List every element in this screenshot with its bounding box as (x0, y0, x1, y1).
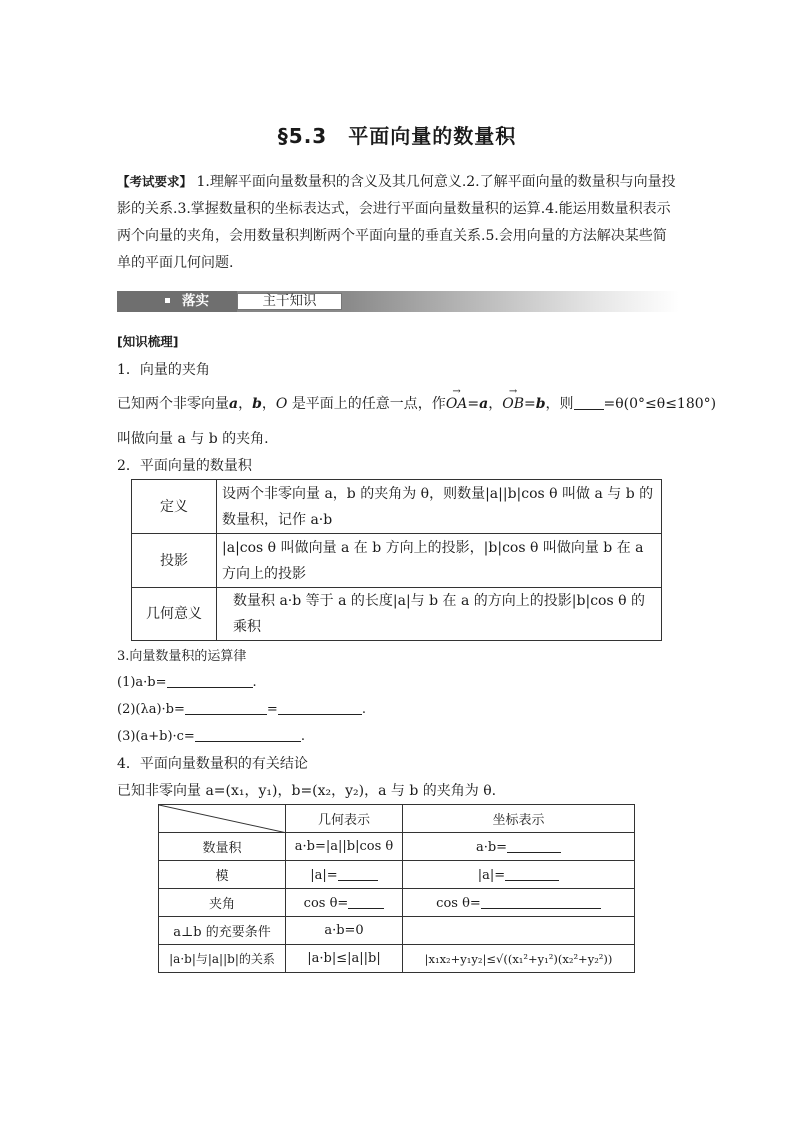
table-row-header: 定义 (132, 480, 217, 534)
row-name: 数量积 (159, 833, 286, 861)
row-name: |a·b|与|a||b|的关系 (159, 945, 286, 973)
item4-intro: 已知非零向量 a=(x₁，y₁)，b=(x₂，y₂)，a 与 b 的夹角为 θ. (117, 783, 497, 799)
blank-angle[interactable] (574, 395, 604, 410)
row-geo-text: |a|= (310, 868, 338, 883)
row-name: 夹角 (159, 889, 286, 917)
row-geo-text: cos θ= (303, 896, 349, 911)
table-row-header: 投影 (132, 534, 217, 588)
geo-blank[interactable] (338, 866, 378, 881)
item4-heading: 4．平面向量数量积的有关结论 (117, 756, 308, 772)
exam-requirements (117, 168, 679, 277)
knowledge-tag: [知识梳理] (117, 334, 179, 349)
conclusions-table (158, 804, 635, 973)
table-row (159, 945, 635, 973)
table-row (132, 534, 662, 588)
law-1-text: (1)a·b= (117, 675, 167, 690)
item1-line1-c: ，则 (545, 396, 574, 412)
law-2-blank-1[interactable] (185, 700, 267, 715)
item3-heading: 3.向量数量积的运算律 (117, 649, 247, 664)
row-coord: |x₁x₂+y₁y₂|≤√((x₁²+y₁²)(x₂²+y₂²)) (403, 945, 635, 973)
table-row (159, 833, 635, 861)
vector-OA: → OA (445, 386, 468, 412)
page-title: §5.3 平面向量的数量积 (277, 124, 517, 148)
table-row (132, 588, 662, 641)
table-row (159, 917, 635, 945)
item1-heading: 1．向量的夹角 (117, 362, 210, 378)
row-coord (403, 917, 635, 945)
item1-line1-b: 是平面上的任意一点，作 (291, 396, 446, 412)
row-geo (286, 861, 403, 889)
law-3-text: (3)(a+b)·c= (117, 729, 195, 744)
section-bar-right-label: 主干知识 (237, 293, 342, 310)
row-geo (286, 889, 403, 917)
row-coord (403, 833, 635, 861)
table-row (159, 861, 635, 889)
item1-line1: 已知两个非零向量a，b，O 是平面上的任意一点，作 → OA=a， → OB=b，则 =θ(0°≤θ≤180°) (117, 386, 717, 412)
row-geo: a·b=0 (286, 917, 403, 945)
table-row-content: |a|cos θ 叫做向量 a 在 b 方向上的投影，|b|cos θ 叫做向量 b 在 a 方向上的投影 (217, 534, 662, 588)
item1-line1-d: =θ(0°≤θ≤180°) (603, 396, 717, 412)
table-row-content: 设两个非零向量 a，b 的夹角为 θ，则数量|a||b|cos θ 叫做 a 与 b 的数量积，记作 a·b (217, 480, 662, 534)
row-coord (403, 889, 635, 917)
law-1-blank[interactable] (167, 673, 253, 688)
exam-requirements-text: 1.理解平面向量数量积的含义及其几何意义.2.了解平面向量的数量积与向量投影的关系.3.掌握数量积的坐标表达式，会进行平面向量数量积的运算.4.能运用数量积表示两个向量的夹角，会用数量积判断两个平面向量的垂直关系.5.会用向量的方法解决某些简单的平面几何问题. (117, 174, 676, 271)
section-bar (117, 291, 679, 312)
diagonal-corner-cell (159, 805, 286, 833)
law-2-text: (2)(λa)·b= (117, 702, 185, 717)
col-header-coord: 坐标表示 (403, 805, 635, 833)
row-coord-text: a·b= (475, 840, 508, 855)
coord-blank[interactable] (507, 838, 561, 853)
diagonal-line (159, 805, 287, 833)
table-row-header: 几何意义 (132, 588, 217, 641)
dot-product-table (131, 479, 662, 641)
law-2: (2)(λa)·b= = . (117, 702, 366, 717)
table-row-content: 数量积 a·b 等于 a 的长度|a|与 b 在 a 的方向上的投影|b|cos θ 的乘积 (217, 588, 662, 641)
row-geo: |a·b|≤|a||b| (286, 945, 403, 973)
law-3-blank[interactable] (195, 727, 301, 742)
row-name: 模 (159, 861, 286, 889)
law-1: (1)a·b= . (117, 675, 257, 690)
coord-blank[interactable] (505, 866, 559, 881)
item1-line1-a: 已知两个非零向量 (117, 396, 229, 412)
col-header-geo: 几何表示 (286, 805, 403, 833)
item2-heading: 2．平面向量的数量积 (117, 458, 252, 474)
vector-OB: → OB (502, 386, 524, 412)
item1-line2: 叫做向量 a 与 b 的夹角. (117, 431, 269, 447)
row-coord (403, 861, 635, 889)
row-coord-text: cos θ= (436, 896, 481, 911)
row-name: a⊥b 的充要条件 (159, 917, 286, 945)
table-row (132, 480, 662, 534)
table-row (159, 889, 635, 917)
section-bar-left-label: 落实 (182, 293, 209, 309)
coord-blank[interactable] (481, 894, 601, 909)
section-bar-dark (117, 291, 237, 312)
row-geo: a·b=|a||b|cos θ (286, 833, 403, 861)
square-bullet-icon (165, 298, 170, 303)
row-coord-text: |a|= (477, 868, 506, 883)
geo-blank[interactable] (348, 894, 384, 909)
table-header-row (159, 805, 635, 833)
law-3: (3)(a+b)·c= . (117, 729, 305, 744)
exam-requirements-tag: 【考试要求】 (117, 174, 193, 189)
law-2-blank-2[interactable] (278, 700, 362, 715)
